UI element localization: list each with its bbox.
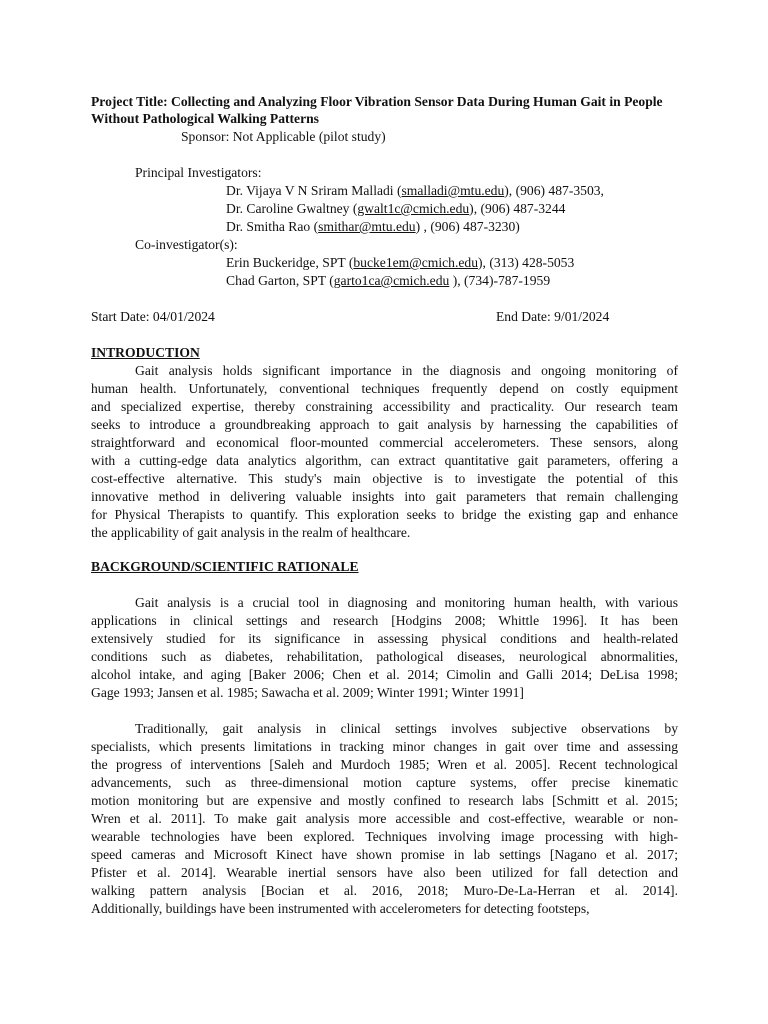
text-line: the applicability of gait analysis in the realm of healthcare.	[91, 525, 411, 540]
text-line: the progress of interventions [Saleh and Murdoch 1985; Wren et al. 2005]. Recent technological	[91, 757, 678, 772]
text-line: extensively studied for its significance in assessing physical conditions and health-related	[91, 631, 678, 646]
background-paragraph-1	[91, 594, 678, 702]
principal-investigator-phone: ) , (906) 487-3230)	[415, 219, 520, 234]
principal-investigator-entry	[226, 200, 565, 218]
co-investigator-entry	[226, 272, 550, 290]
principal-investigator-phone: ), (906) 487-3503,	[504, 183, 604, 198]
text-line: applications in clinical settings and research [Hodgins 2008; Whittle 1996]. It has been	[91, 613, 678, 628]
end-date: End Date: 9/01/2024	[496, 309, 610, 324]
text-line: seeks to introduce a groundbreaking approach to gait analysis by harnessing the capabilities of	[91, 417, 678, 432]
text-line: wearable technologies have been explored. Techniques involving image processing with high-	[91, 829, 678, 844]
text-line: Wren et al. 2011]. To make gait analysis more accessible and cost-effective, wearable or non-	[91, 811, 678, 826]
background-paragraph-2	[91, 720, 678, 918]
project-title: Project Title: Collecting and Analyzing Floor Vibration Sensor Data During Human Gait in People Without Pathological Walking Patterns	[91, 94, 663, 126]
principal-investigators-label: Principal Investigators:	[135, 165, 262, 180]
co-investigator-entry	[226, 254, 574, 272]
text-line: Gage 1993; Jansen et al. 1985; Sawacha et al. 2009; Winter 1991; Winter 1991]	[91, 685, 524, 700]
text-line: advancements, such as three-dimensional motion capture systems, offer precise kinematic	[91, 775, 678, 790]
co-investigator-name: Erin Buckeridge, SPT (	[226, 255, 354, 270]
start-date: Start Date: 04/01/2024	[91, 309, 215, 324]
principal-investigator-name: Dr. Vijaya V N Sriram Malladi (	[226, 183, 402, 198]
text-line: Additionally, buildings have been instrumented with accelerometers for detecting footsteps,	[91, 901, 590, 916]
text-line: straightforward and economical floor-mounted commercial accelerometers. These sensors, along	[91, 435, 678, 450]
text-line: Pfister et al. 2014]. Wearable inertial sensors have also been utilized for fall detection and	[91, 865, 678, 880]
text-line: for Physical Therapists to quantify. This exploration seeks to bridge the existing gap and enhance	[91, 507, 678, 522]
principal-investigator-entry	[226, 218, 520, 236]
introduction-heading: INTRODUCTION	[91, 345, 200, 360]
co-investigator-name: Chad Garton, SPT (	[226, 273, 334, 288]
text-line: conditions such as diabetes, rehabilitation, pathological diseases, neurological abnormalities,	[91, 649, 678, 664]
principal-investigator-name: Dr. Caroline Gwaltney (	[226, 201, 358, 216]
background-heading: BACKGROUND/SCIENTIFIC RATIONALE	[91, 559, 359, 574]
text-line: and specialized expertise, thereby constraining accessibility and practicality. Our research team	[91, 399, 678, 414]
principal-investigator-email-link[interactable]: smalladi@mtu.edu	[401, 183, 505, 198]
text-line: innovative method in delivering valuable insights into gait parameters that remain challenging	[91, 489, 678, 504]
text-line: speed cameras and Microsoft Kinect have shown promise in lab settings [Nagano et al. 2017;	[91, 847, 678, 862]
introduction-paragraph	[91, 362, 678, 542]
principal-investigator-entry	[226, 182, 604, 200]
text-line: Gait analysis holds significant importance in the diagnosis and ongoing monitoring of	[135, 363, 678, 378]
principal-investigator-phone: ), (906) 487-3244	[469, 201, 566, 216]
text-line: specialists, which presents limitations in tracking minor changes in gait over time and assessing	[91, 739, 678, 754]
text-line: cost-effective alternative. This study's main objective is to investigate the potential of this	[91, 471, 678, 486]
text-line: walking pattern analysis [Bocian et al. 2016, 2018; Muro-De-La-Herran et al. 2014].	[91, 883, 678, 898]
principal-investigator-name: Dr. Smitha Rao (	[226, 219, 319, 234]
text-line: motion monitoring but are expensive and mostly confined to research labs [Schmitt et al. 2015;	[91, 793, 678, 808]
principal-investigator-email-link[interactable]: gwalt1c@cmich.edu	[357, 201, 470, 216]
sponsor-line: Sponsor: Not Applicable (pilot study)	[181, 129, 386, 144]
text-line: alcohol intake, and aging [Baker 2006; Chen et al. 2014; Cimolin and Galli 2014; DeLisa 1998;	[91, 667, 678, 682]
text-line: Traditionally, gait analysis in clinical settings involves subjective observations by	[135, 721, 678, 736]
text-line: with a cutting-edge data analytics algorithm, can extract quantitative gait parameters, offering a	[91, 453, 678, 468]
project-dates	[91, 308, 631, 326]
text-line: Gait analysis is a crucial tool in diagnosing and monitoring human health, with various	[135, 595, 678, 610]
principal-investigator-email-link[interactable]: smithar@mtu.edu	[318, 219, 416, 234]
co-investigator-phone: ), (313) 428-5053	[478, 255, 575, 270]
co-investigator-email-link[interactable]: bucke1em@cmich.edu	[353, 255, 478, 270]
co-investigators-label: Co-investigator(s):	[135, 237, 238, 252]
text-line: human health. Unfortunately, conventional techniques frequently depend on costly equipment	[91, 381, 678, 396]
co-investigator-email-link[interactable]: garto1ca@cmich.edu	[333, 273, 450, 288]
co-investigator-phone: ), (734)-787-1959	[449, 273, 551, 288]
